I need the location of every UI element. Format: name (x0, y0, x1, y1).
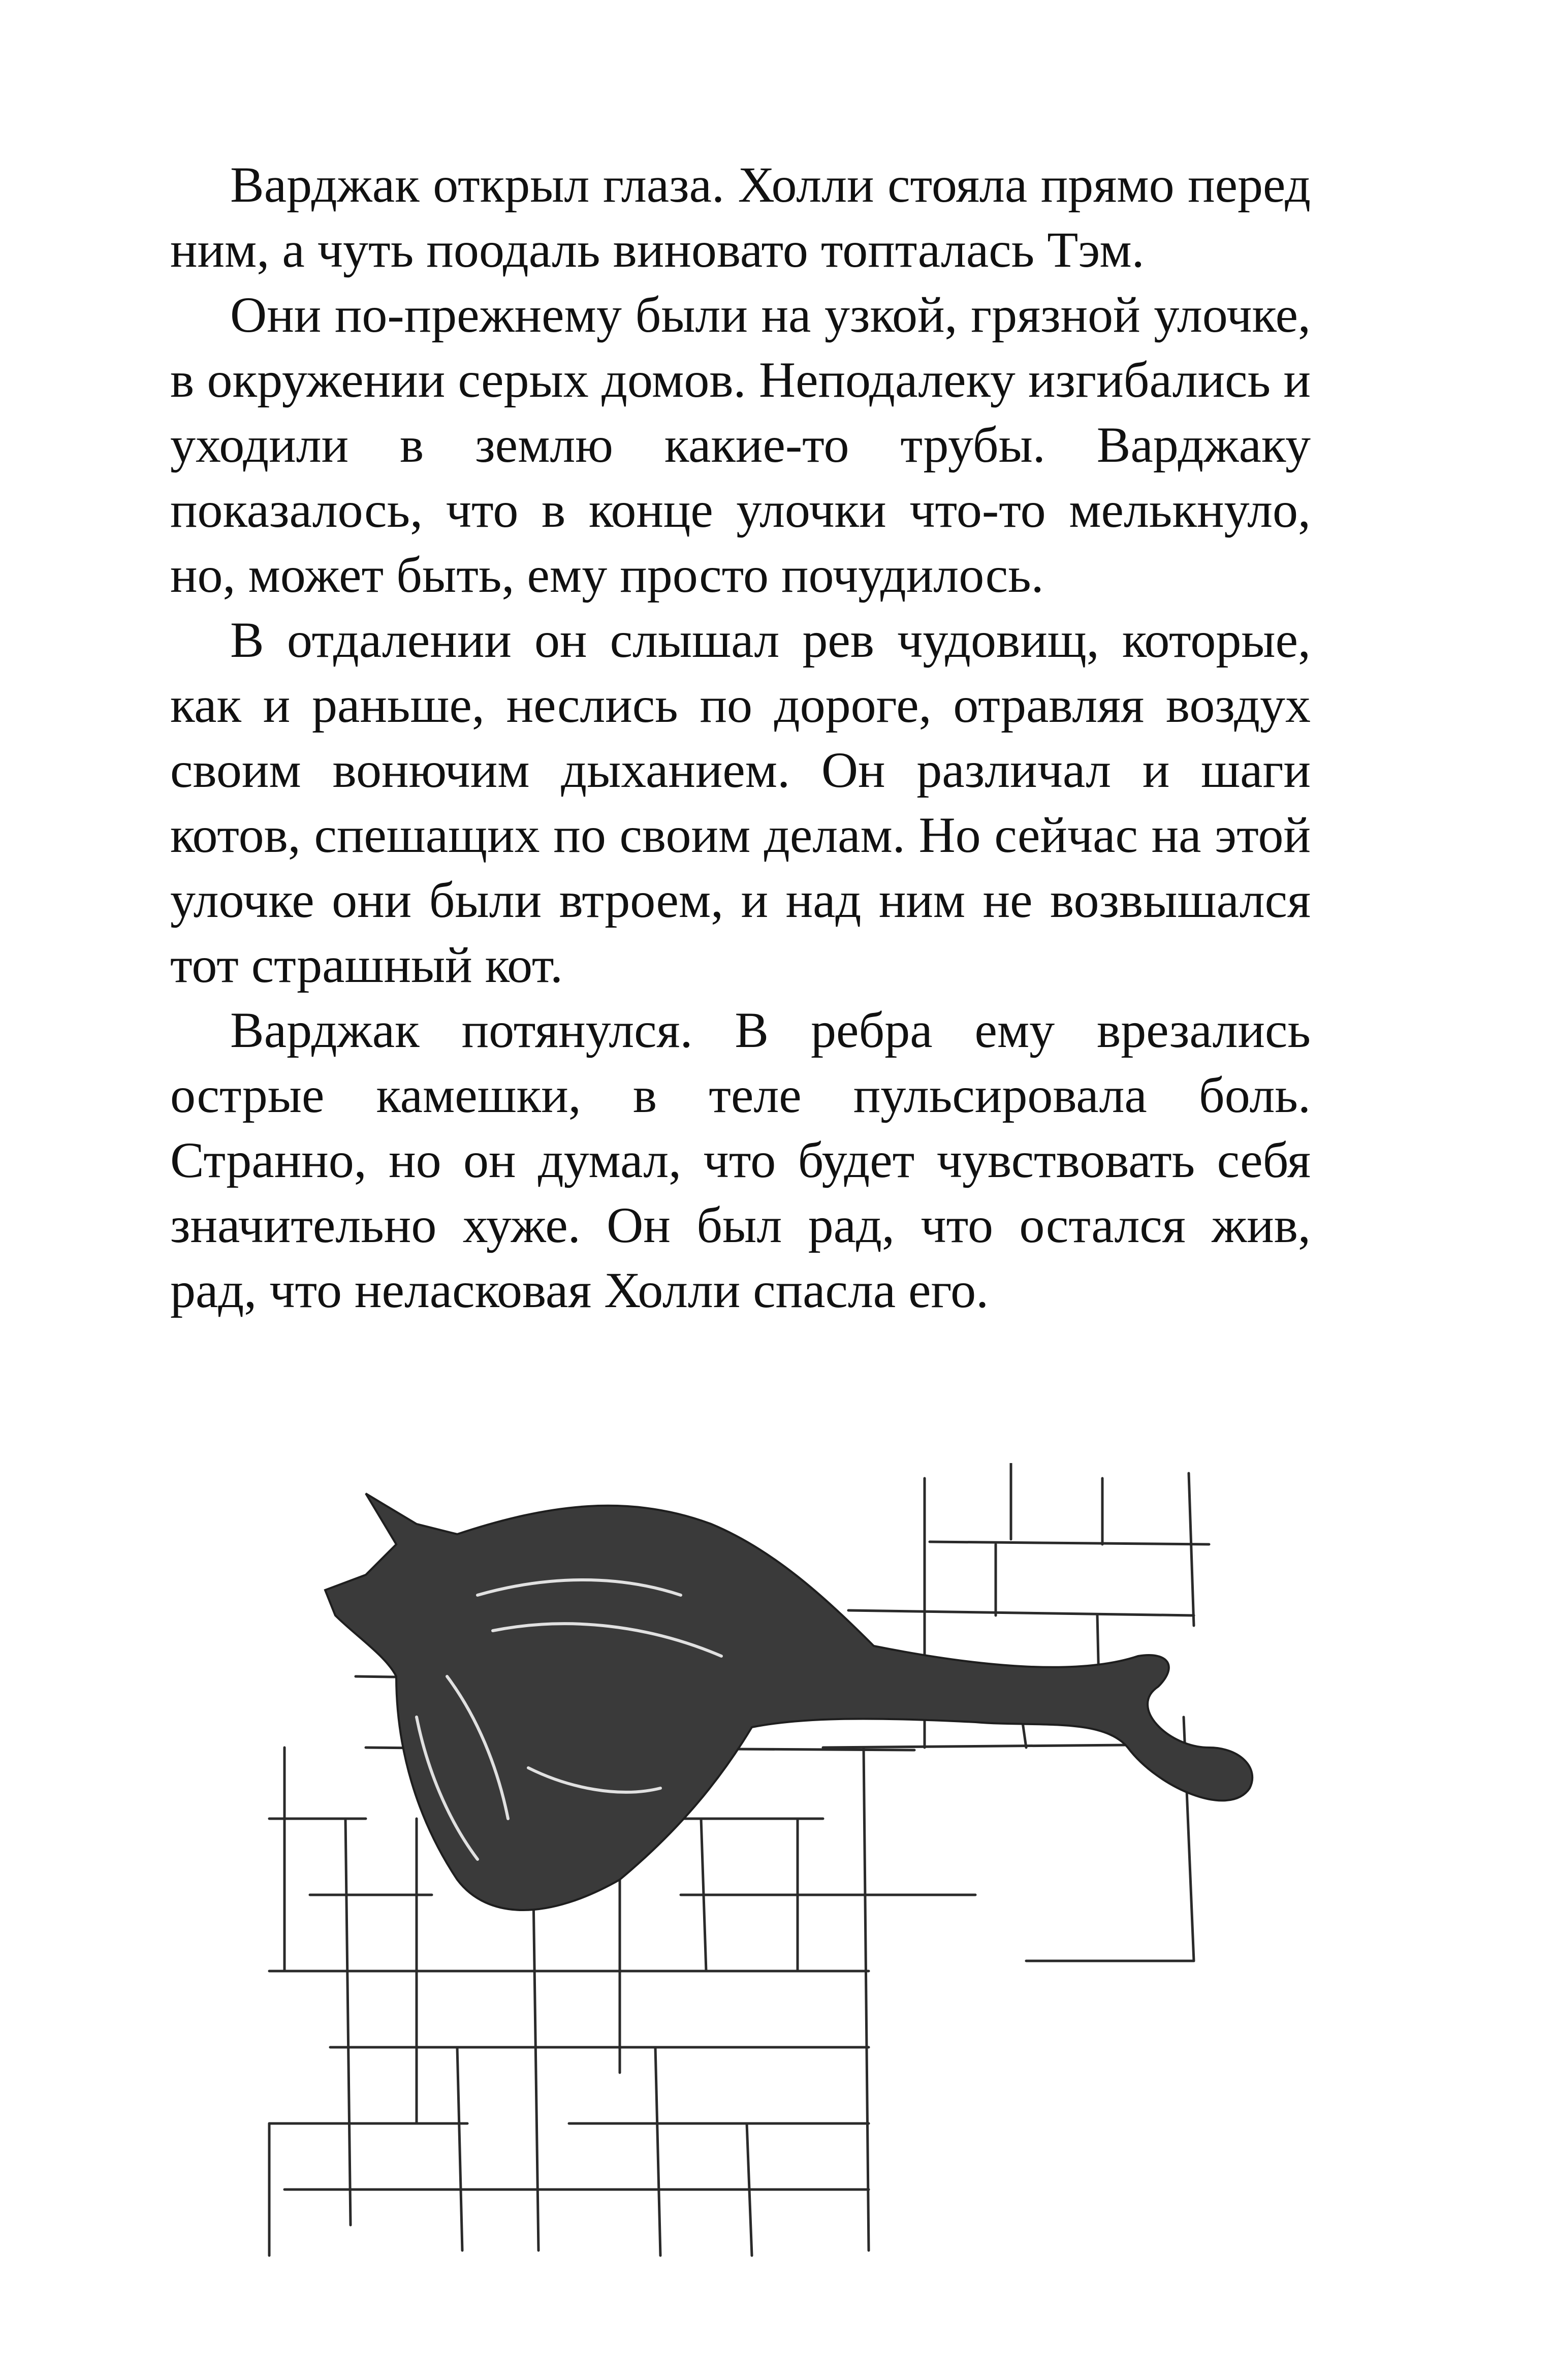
cat-on-brick-wall-sketch-icon (264, 1463, 1402, 2276)
body-text (170, 152, 1311, 1323)
paragraph-2: Они по-прежнему были на узкой, грязной улочке, в окружении серых домов. Неподалеку изгибались и уходили в землю какие-то трубы. Варджаку показалось, что в конце улочки что-то мелькнуло, но, может быть, ему просто почудилось. (170, 287, 1311, 603)
paragraph-3: В отдалении он слышал рев чудовищ, которые, как и раньше, неслись по дороге, отравляя воздух своим вонючим дыханием. Он различал и шаги котов, спешащих по своим делам. Но сейчас на этой улочке они были втроем, и над ним не возвышался тот страшный кот. (170, 612, 1311, 993)
paragraph-1: Варджак открыл глаза. Холли стояла прямо перед ним, а чуть поодаль виновато топталась Тэм. (170, 156, 1311, 278)
paragraph-4: Варджак потянулся. В ребра ему врезались острые камешки, в теле пульсировала боль. Странно, но он думал, что будет чувствовать себя значительно хуже. Он был рад, что остался жив, рад, что неласковая Холли спасла его. (170, 1002, 1311, 1318)
